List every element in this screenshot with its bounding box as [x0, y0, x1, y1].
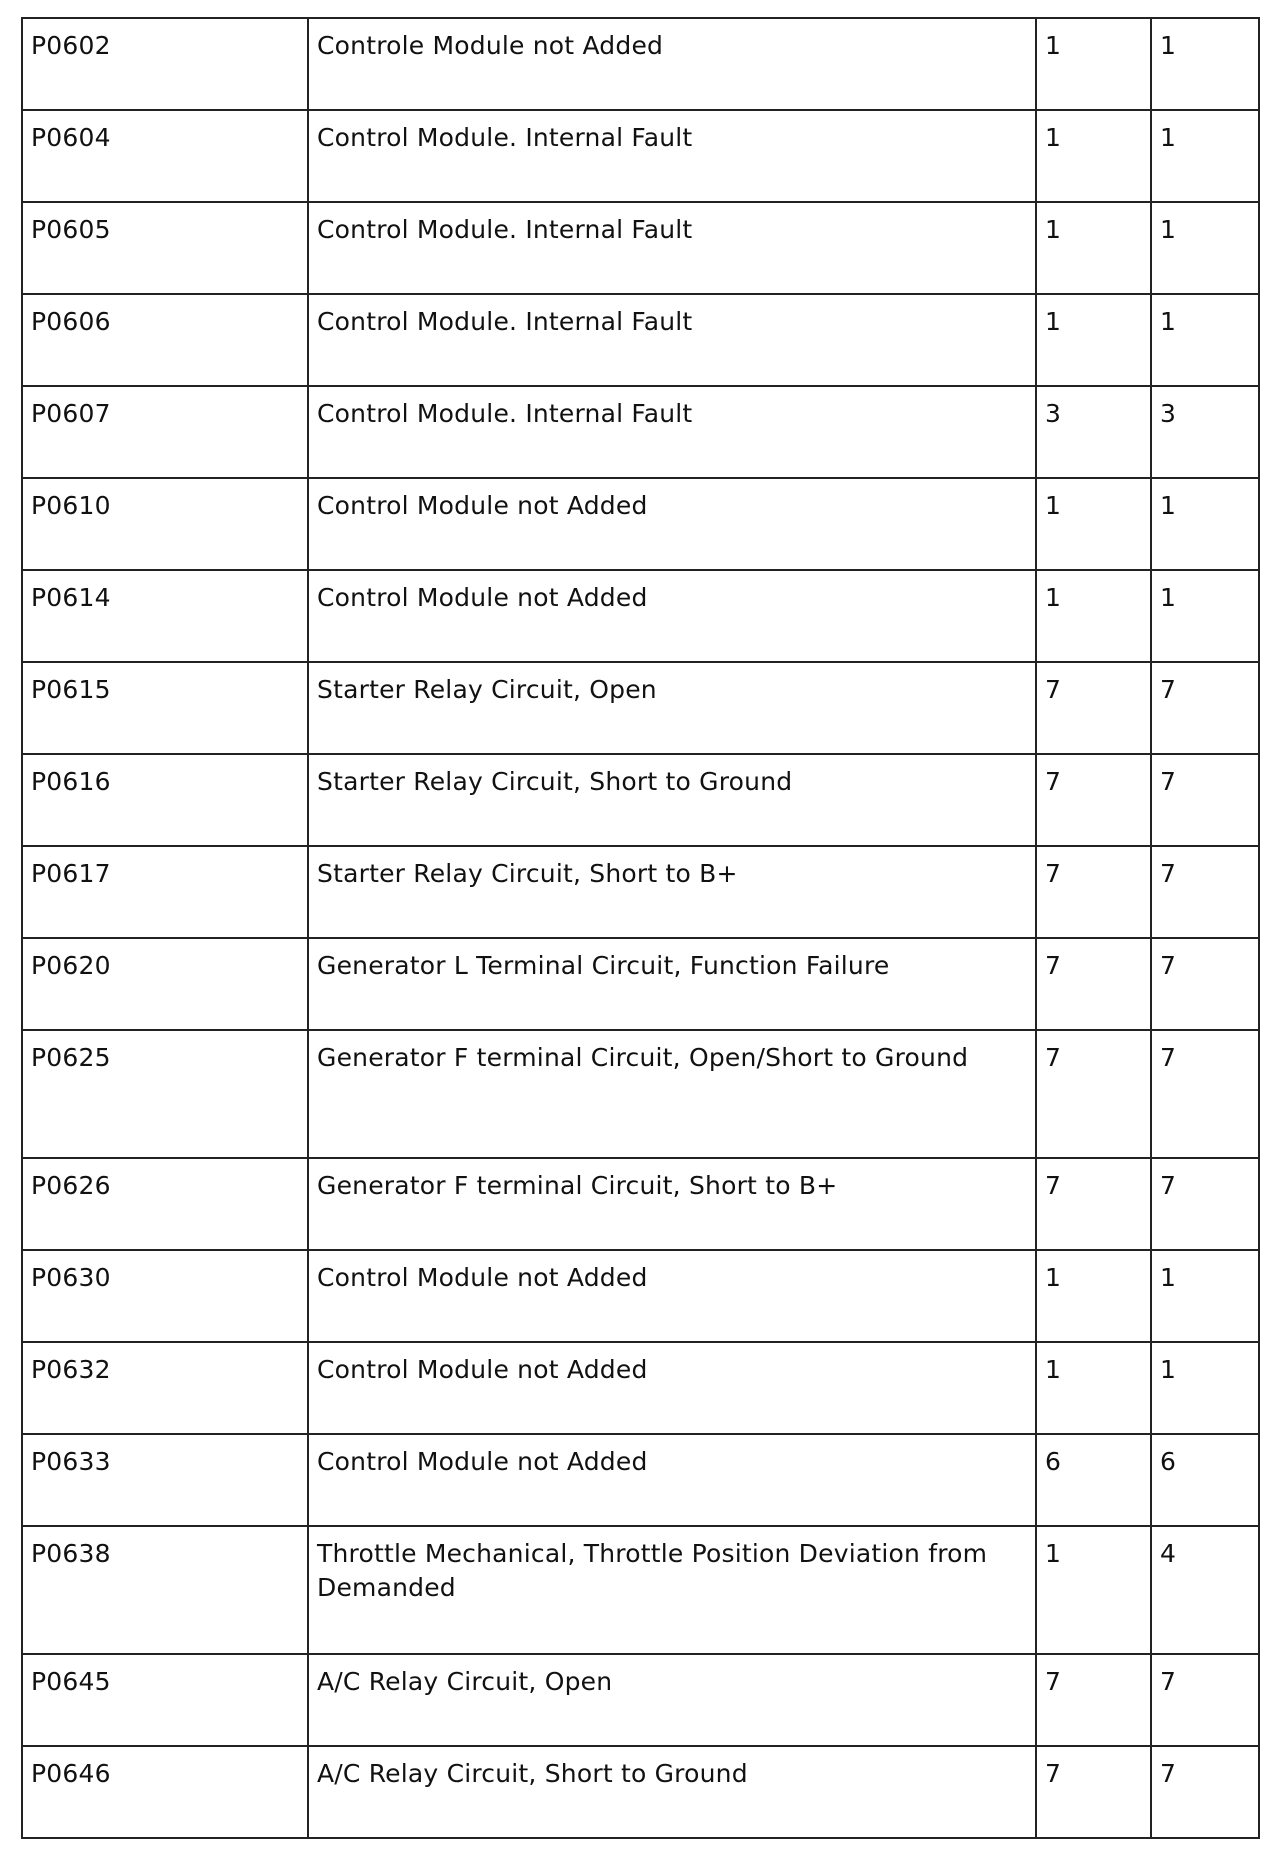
- dtc-code-cell: P0614: [22, 570, 308, 662]
- dtc-code-cell: P0616: [22, 754, 308, 846]
- value-cell-col3: 7: [1036, 938, 1151, 1030]
- value-cell-col3: 1: [1036, 202, 1151, 294]
- table-row: [22, 202, 1259, 294]
- description-cell: Control Module. Internal Fault: [308, 202, 1036, 294]
- value-cell-col4: 1: [1151, 202, 1259, 294]
- value-cell-col3: 7: [1036, 1654, 1151, 1746]
- table-row: [22, 478, 1259, 570]
- table-row: [22, 1250, 1259, 1342]
- table-row: [22, 18, 1259, 110]
- value-cell-col3: 7: [1036, 846, 1151, 938]
- dtc-code-cell: P0605: [22, 202, 308, 294]
- description-cell: Generator L Terminal Circuit, Function Failure: [308, 938, 1036, 1030]
- dtc-code-cell: P0607: [22, 386, 308, 478]
- table-row: [22, 1030, 1259, 1158]
- dtc-table: [21, 17, 1260, 1839]
- table-row: [22, 1434, 1259, 1526]
- description-cell: Throttle Mechanical, Throttle Position Deviation from Demanded: [308, 1526, 1036, 1654]
- table-row: [22, 846, 1259, 938]
- value-cell-col4: 7: [1151, 938, 1259, 1030]
- value-cell-col4: 6: [1151, 1434, 1259, 1526]
- value-cell-col3: 1: [1036, 18, 1151, 110]
- value-cell-col4: 1: [1151, 1250, 1259, 1342]
- dtc-code-cell: P0638: [22, 1526, 308, 1654]
- value-cell-col4: 1: [1151, 294, 1259, 386]
- value-cell-col4: 7: [1151, 1746, 1259, 1838]
- description-cell: Starter Relay Circuit, Short to B+: [308, 846, 1036, 938]
- dtc-code-cell: P0625: [22, 1030, 308, 1158]
- table-row: [22, 938, 1259, 1030]
- value-cell-col4: 3: [1151, 386, 1259, 478]
- dtc-code-cell: P0617: [22, 846, 308, 938]
- dtc-code-cell: P0615: [22, 662, 308, 754]
- description-cell: Generator F terminal Circuit, Open/Short to Ground: [308, 1030, 1036, 1158]
- value-cell-col4: 7: [1151, 1654, 1259, 1746]
- value-cell-col4: 1: [1151, 570, 1259, 662]
- description-cell: Control Module not Added: [308, 478, 1036, 570]
- value-cell-col4: 4: [1151, 1526, 1259, 1654]
- dtc-code-cell: P0645: [22, 1654, 308, 1746]
- value-cell-col3: 1: [1036, 110, 1151, 202]
- value-cell-col4: 7: [1151, 1158, 1259, 1250]
- description-cell: Control Module. Internal Fault: [308, 294, 1036, 386]
- description-cell: Generator F terminal Circuit, Short to B+: [308, 1158, 1036, 1250]
- description-cell: Starter Relay Circuit, Open: [308, 662, 1036, 754]
- description-cell: Control Module not Added: [308, 1250, 1036, 1342]
- value-cell-col3: 1: [1036, 1250, 1151, 1342]
- value-cell-col3: 3: [1036, 386, 1151, 478]
- table-row: [22, 1746, 1259, 1838]
- value-cell-col3: 1: [1036, 570, 1151, 662]
- value-cell-col3: 7: [1036, 1030, 1151, 1158]
- value-cell-col4: 1: [1151, 1342, 1259, 1434]
- dtc-code-cell: P0626: [22, 1158, 308, 1250]
- dtc-code-cell: P0604: [22, 110, 308, 202]
- dtc-code-cell: P0620: [22, 938, 308, 1030]
- value-cell-col3: 1: [1036, 1526, 1151, 1654]
- table-row: [22, 110, 1259, 202]
- value-cell-col3: 7: [1036, 754, 1151, 846]
- value-cell-col3: 1: [1036, 1342, 1151, 1434]
- description-cell: Control Module not Added: [308, 570, 1036, 662]
- table-row: [22, 662, 1259, 754]
- table-row: [22, 1342, 1259, 1434]
- value-cell-col4: 7: [1151, 754, 1259, 846]
- description-cell: Controle Module not Added: [308, 18, 1036, 110]
- value-cell-col4: 1: [1151, 110, 1259, 202]
- dtc-code-cell: P0646: [22, 1746, 308, 1838]
- table-row: [22, 754, 1259, 846]
- description-cell: Control Module. Internal Fault: [308, 110, 1036, 202]
- value-cell-col3: 1: [1036, 294, 1151, 386]
- description-cell: Starter Relay Circuit, Short to Ground: [308, 754, 1036, 846]
- value-cell-col3: 1: [1036, 478, 1151, 570]
- description-cell: Control Module not Added: [308, 1434, 1036, 1526]
- dtc-code-cell: P0606: [22, 294, 308, 386]
- value-cell-col4: 7: [1151, 662, 1259, 754]
- table-row: [22, 1654, 1259, 1746]
- value-cell-col3: 7: [1036, 1158, 1151, 1250]
- value-cell-col4: 1: [1151, 478, 1259, 570]
- description-cell: Control Module. Internal Fault: [308, 386, 1036, 478]
- dtc-code-cell: P0630: [22, 1250, 308, 1342]
- description-cell: A/C Relay Circuit, Open: [308, 1654, 1036, 1746]
- table-row: [22, 386, 1259, 478]
- dtc-code-cell: P0602: [22, 18, 308, 110]
- table-row: [22, 570, 1259, 662]
- description-cell: A/C Relay Circuit, Short to Ground: [308, 1746, 1036, 1838]
- dtc-code-cell: P0632: [22, 1342, 308, 1434]
- value-cell-col3: 6: [1036, 1434, 1151, 1526]
- value-cell-col3: 7: [1036, 662, 1151, 754]
- dtc-code-cell: P0610: [22, 478, 308, 570]
- value-cell-col3: 7: [1036, 1746, 1151, 1838]
- value-cell-col4: 7: [1151, 846, 1259, 938]
- table-row: [22, 1158, 1259, 1250]
- table-row: [22, 1526, 1259, 1654]
- value-cell-col4: 7: [1151, 1030, 1259, 1158]
- dtc-code-cell: P0633: [22, 1434, 308, 1526]
- table-row: [22, 294, 1259, 386]
- value-cell-col4: 1: [1151, 18, 1259, 110]
- description-cell: Control Module not Added: [308, 1342, 1036, 1434]
